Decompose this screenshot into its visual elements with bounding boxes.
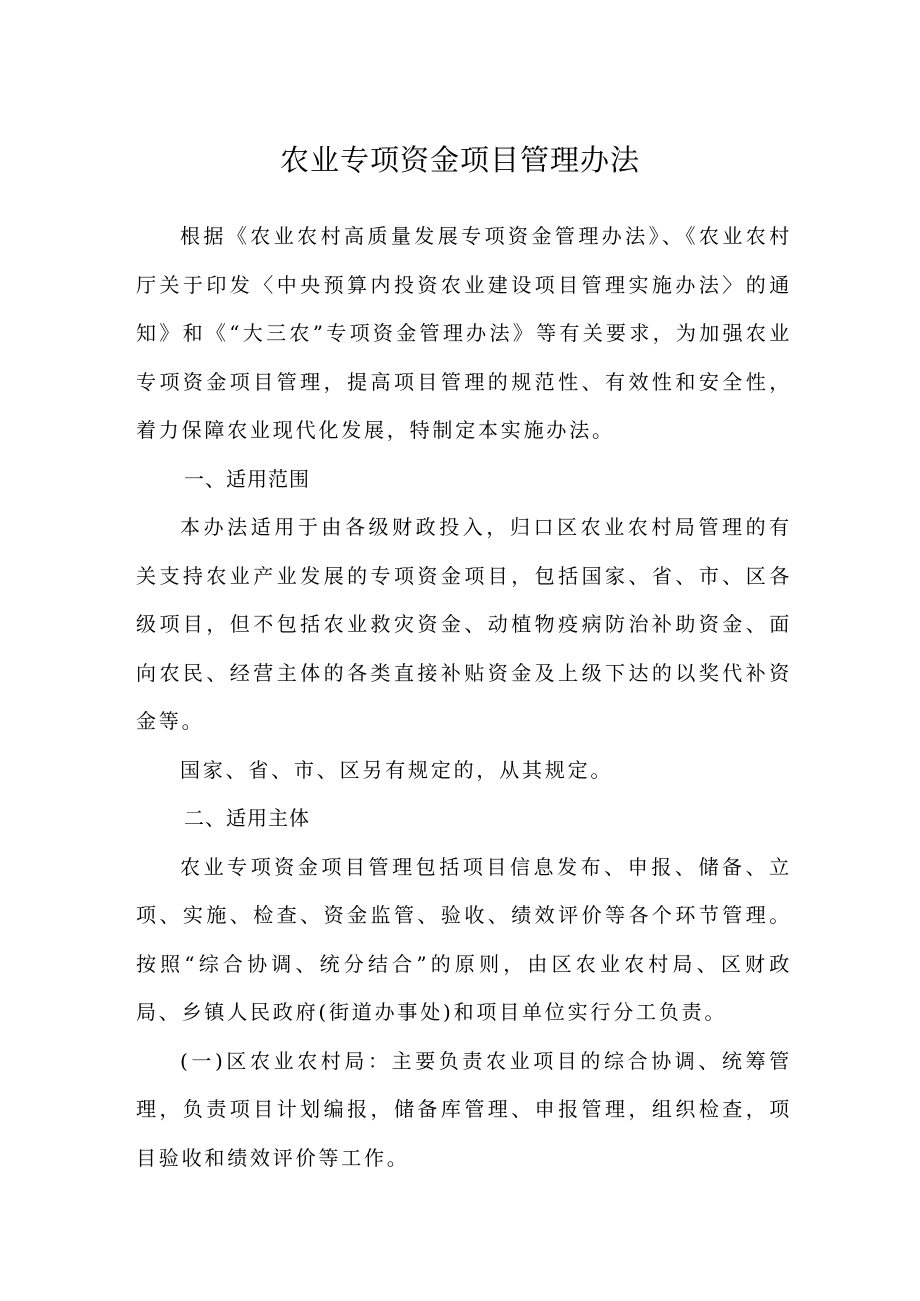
scope-exception-paragraph: 国家、省、市、区另有规定的，从其规定。 <box>180 757 614 782</box>
agri-bureau-paragraph: (一)区农业农村局：主要负责农业项目的综合协调、统筹管理，负责项目计划编报，储备库管理、申报管理，组织检查，项目验收和绩效评价等工作。 <box>136 1048 792 1170</box>
intro-paragraph: 根据《农业农村高质量发展专项资金管理办法》、《农业农村厅关于印发〈中央预算内投资农业建设项目管理实施办法〉的通知》和《“大三农”专项资金管理办法》等有关要求，为加强农业专项资金项目管理，提高项目管理的规范性、有效性和安全性，着力保障农业现代化发展，特制定本实施办法。 <box>136 224 792 442</box>
document-body <box>136 212 792 1182</box>
scope-paragraph: 本办法适用于由各级财政投入，归口区农业农村局管理的有关支持农业产业发展的专项资金项目，包括国家、省、市、区各级项目，但不包括农业救灾资金、动植物疫病防治补助资金、面向农民、经营主体的各类直接补贴资金及上级下达的以奖代补资金等。 <box>136 515 792 733</box>
subjects-paragraph: 农业专项资金项目管理包括项目信息发布、申报、储备、立项、实施、检查、资金监管、验收、绩效评价等各个环节管理。按照“综合协调、统分结合”的原则，由区农业农村局、区财政局、乡镇人民政府(街道办事处)和项目单位实行分工负责。 <box>136 854 792 1024</box>
section-heading-scope: 一、适用范围 <box>184 466 310 491</box>
document-title: 农业专项资金项目管理办法 <box>279 143 640 177</box>
section-heading-subjects: 二、适用主体 <box>184 806 310 830</box>
